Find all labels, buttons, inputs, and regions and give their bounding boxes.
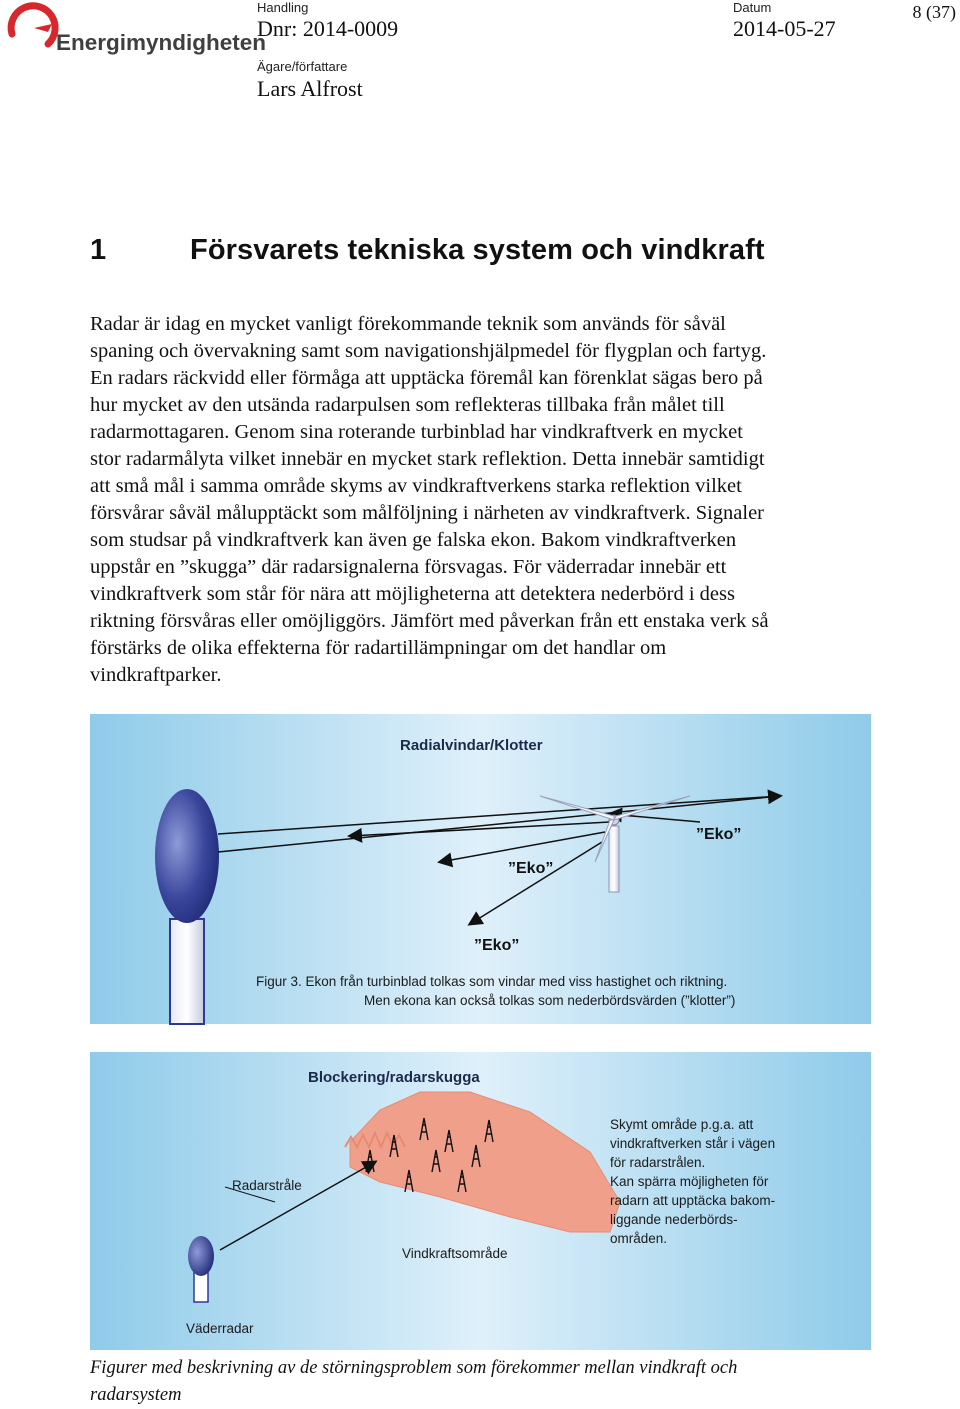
shadow-note-line: vindkraftverken står i vägen [610,1136,776,1151]
body-paragraph [90,311,890,689]
body-line: spaning och övervakning samt som navigationshjälpmedel för flygplan och fartyg. [90,340,767,362]
section-title: Försvarets tekniska system och vindkraft [190,234,765,266]
handling-label: Handling [257,0,309,15]
body-line: En radars räckvidd eller förmåga att upptäcka föremål kan förenklat sägas bero på [90,367,763,389]
energimyndigheten-logo [4,4,267,60]
logo-wordmark: Energimyndigheten [56,30,267,55]
page-number: 8 (37) [912,2,956,22]
radar-dome [155,789,219,923]
weather-radar-label: Väderradar [186,1321,254,1336]
datum-label: Datum [733,0,772,15]
document-number: Dnr: 2014-0009 [257,16,399,41]
radar-tower [170,919,204,1024]
shadow-note-line: radarn att upptäcka bakom- [610,1193,776,1208]
shadow-note-line: områden. [610,1231,668,1246]
shadow-note-line: för radarstrålen. [610,1155,706,1170]
echo-label: ”Eko” [696,826,742,843]
body-line: Radar är idag en mycket vanligt förekommande teknik som används för såväl [90,313,726,335]
wind-turbine-tower [609,826,619,892]
shadow-note-line: liggande nederbörds- [610,1212,738,1227]
document-date: 2014-05-27 [733,16,836,41]
body-line: vindkraftparker. [90,664,222,686]
section-number: 1 [90,234,107,266]
shadow-note-line: Kan spärra möjligheten för [610,1174,769,1189]
figure1-caption: Men ekona kan också tolkas som nederbördsvärden (”klotter”) [364,993,736,1008]
figure1-title: Radialvindar/Klotter [400,737,543,754]
figure1-caption: Figur 3. Ekon från turbinblad tolkas som vindar med viss hastighet och riktning. [256,974,728,989]
shadow-note-line: Skymt område p.g.a. att [610,1117,754,1132]
figure-blocking-radar-shadow [90,1052,871,1350]
section-heading [90,234,765,267]
echo-label: ”Eko” [508,860,554,877]
body-line: förstärks de olika effekterna för radartillämpningar om det handlar om [90,637,667,659]
body-line: vindkraftverk som står för nära att möjligheterna att detektera nederbörd i dess [90,583,735,605]
body-line: hur mycket av den utsända radarpulsen som reflekteras tillbaka från målet till [90,394,725,416]
owner-name: Lars Alfrost [257,76,363,101]
body-line: försvårar såväl målupptäckt som målföljning i närheten av vindkraftverk. Signaler [90,502,765,524]
caption-line: Figurer med beskrivning av de störningsproblem som förekommer mellan vindkraft och [90,1358,738,1378]
beam-label: Radarstråle [232,1178,302,1193]
body-line: uppstår en ”skugga” där radarsignalerna försvagas. För väderradar innebär ett [90,556,727,578]
body-line: radarmottagaren. Genom sina roterande turbinblad har vindkraftverk en mycket [90,421,743,443]
figure-caption [90,1355,890,1409]
body-line: som studsar på vindkraftverk kan även ge falska ekon. Bakom vindkraftverken [90,529,737,551]
body-line: att små mål i samma område skyms av vindkraftverkens starka reflektion vilket [90,475,742,497]
wind-area-label: Vindkraftsområde [402,1246,508,1261]
figure2-title: Blockering/radarskugga [308,1069,480,1086]
echo-label: ”Eko” [474,937,520,954]
owner-label: Ägare/författare [257,59,348,74]
weather-radar-dome [188,1236,214,1276]
caption-line: radarsystem [90,1385,182,1405]
body-line: stor radarmålyta vilket innebär en mycket stark reflektion. Detta innebär samtidigt [90,448,765,470]
body-line: riktning försvåras eller omöjliggörs. Jämfört med påverkan från ett enstaka verk så [90,610,769,632]
figure-radial-wind-clutter [90,714,871,1024]
